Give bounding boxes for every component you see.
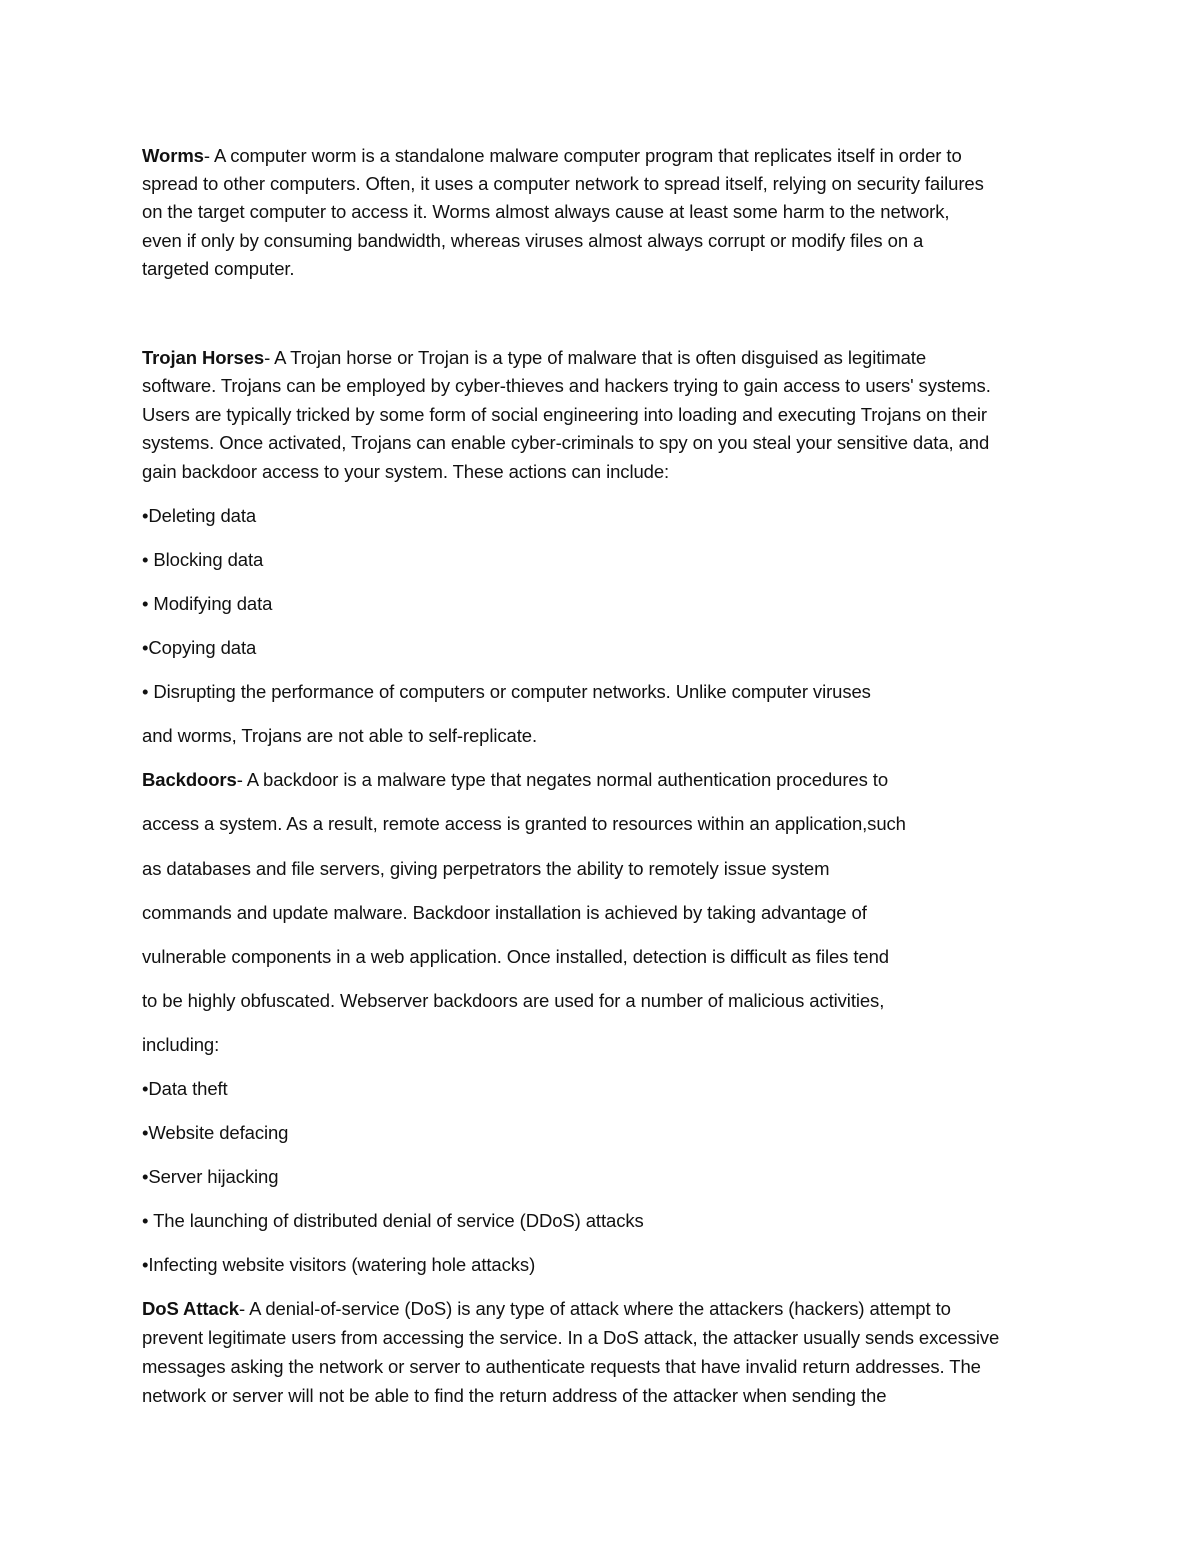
backdoors-paragraph-line-2: access a system. As a result, remote access is granted to resources within an application,such bbox=[142, 813, 906, 834]
list-item: • Disrupting the performance of computers or computer networks. Unlike computer viruses bbox=[142, 681, 871, 702]
list-item: •Website defacing bbox=[142, 1122, 289, 1143]
list-item: •Data theft bbox=[142, 1078, 228, 1099]
list-item: • The launching of distributed denial of service (DDoS) attacks bbox=[142, 1210, 644, 1231]
trojans-paragraph-line-3: Users are typically tricked by some form of social engineering into loading and executing Trojans on their bbox=[142, 404, 987, 425]
trojans-paragraph-line-5: gain backdoor access to your system. These actions can include: bbox=[142, 461, 670, 482]
trojans-paragraph-line-1 bbox=[142, 346, 926, 370]
dos-text-1: - A denial-of-service (DoS) is any type of attack where the attackers (hackers) attempt to bbox=[239, 1298, 951, 1319]
worms-paragraph-line-1 bbox=[142, 144, 962, 168]
worms-paragraph-line-5: targeted computer. bbox=[142, 258, 295, 279]
list-item: •Deleting data bbox=[142, 505, 257, 526]
worms-heading: Worms bbox=[142, 145, 204, 166]
backdoors-paragraph-line-5: vulnerable components in a web application. Once installed, detection is difficult as files tend bbox=[142, 946, 889, 967]
worms-paragraph-line-4: even if only by consuming bandwidth, whereas viruses almost always corrupt or modify files on a bbox=[142, 230, 924, 251]
list-item: •Server hijacking bbox=[142, 1166, 279, 1187]
trojans-heading: Trojan Horses bbox=[142, 347, 265, 368]
list-item: • Modifying data bbox=[142, 593, 273, 614]
backdoors-heading: Backdoors bbox=[142, 769, 237, 790]
backdoors-paragraph-line-1 bbox=[142, 768, 888, 792]
backdoors-text-1: - A backdoor is a malware type that negates normal authentication procedures to bbox=[236, 769, 889, 790]
worms-text-1: - A computer worm is a standalone malware computer program that replicates itself in order to bbox=[203, 145, 962, 166]
backdoors-paragraph-line-7: including: bbox=[142, 1034, 220, 1055]
list-item: •Infecting website visitors (watering hole attacks) bbox=[142, 1254, 536, 1275]
dos-paragraph-line-2: prevent legitimate users from accessing the service. In a DoS attack, the attacker usually sends excessive bbox=[142, 1327, 1000, 1348]
dos-paragraph-line-3: messages asking the network or server to authenticate requests that have invalid return addresses. The bbox=[142, 1356, 981, 1377]
backdoors-paragraph-line-6: to be highly obfuscated. Webserver backdoors are used for a number of malicious activities, bbox=[142, 990, 885, 1011]
dos-paragraph-line-4: network or server will not be able to find the return address of the attacker when sending the bbox=[142, 1385, 887, 1406]
dos-heading: DoS Attack bbox=[142, 1298, 240, 1319]
worms-paragraph-line-3: on the target computer to access it. Worms almost always cause at least some harm to the network, bbox=[142, 201, 950, 222]
list-item-continuation: and worms, Trojans are not able to self-replicate. bbox=[142, 725, 537, 746]
backdoors-paragraph-line-4: commands and update malware. Backdoor installation is achieved by taking advantage of bbox=[142, 902, 867, 923]
list-item: • Blocking data bbox=[142, 549, 264, 570]
trojans-paragraph-line-2: software. Trojans can be employed by cyber-thieves and hackers trying to gain access to users' systems. bbox=[142, 375, 991, 396]
trojans-paragraph-line-4: systems. Once activated, Trojans can enable cyber-criminals to spy on you steal your sensitive data, and bbox=[142, 432, 990, 453]
trojans-text-1: - A Trojan horse or Trojan is a type of malware that is often disguised as legitimate bbox=[264, 347, 927, 368]
list-item: •Copying data bbox=[142, 637, 257, 658]
worms-paragraph-line-2: spread to other computers. Often, it uses a computer network to spread itself, relying on security failures bbox=[142, 173, 984, 194]
backdoors-paragraph-line-3: as databases and file servers, giving perpetrators the ability to remotely issue system bbox=[142, 858, 830, 879]
dos-paragraph-line-1 bbox=[142, 1297, 951, 1321]
